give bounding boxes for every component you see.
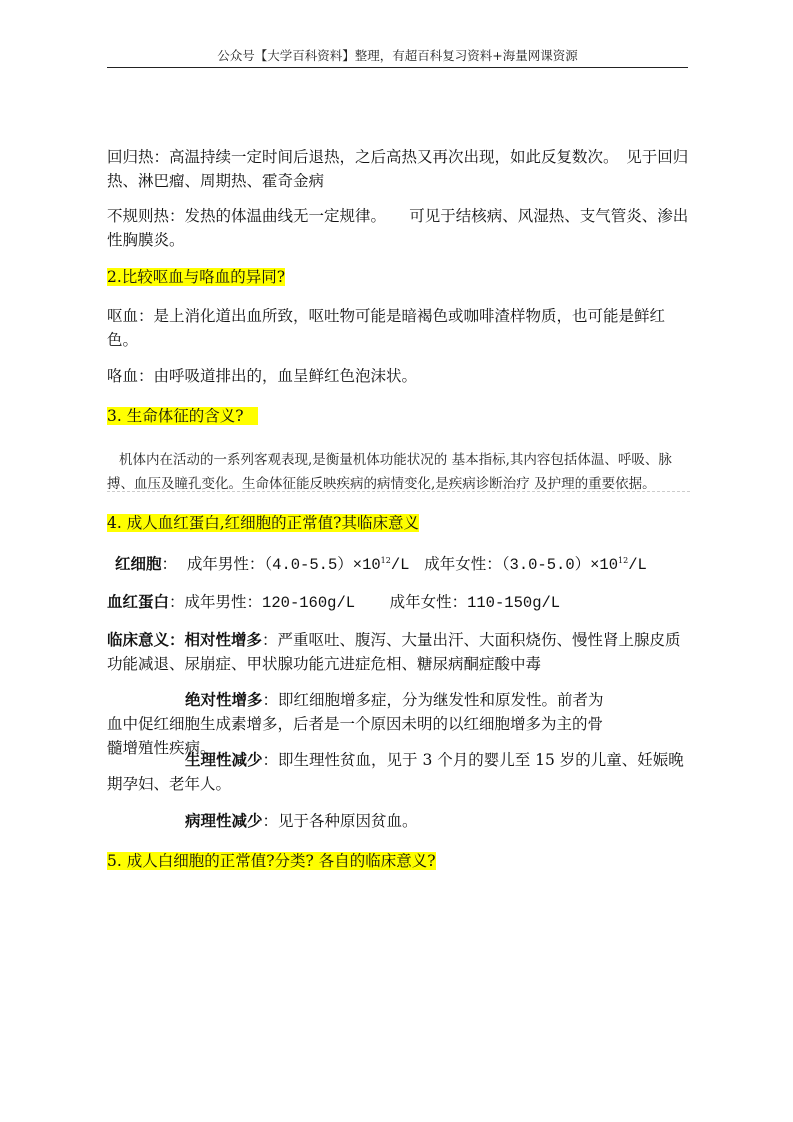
rbc-female-exp: 12 — [618, 556, 629, 565]
hb-male-value: 120-160g/L — [262, 594, 356, 612]
absolute-inc-label: 绝对性增多 — [185, 691, 263, 709]
hb-male-label: 成年男性： — [184, 593, 263, 611]
relative-inc-label: 相对性增多 — [184, 631, 263, 649]
rbc-female-label: 成年女性： — [424, 555, 502, 574]
page-header: 公众号【大学百科资料】整理，有超百科复习资料+海量网课资源 — [217, 48, 578, 63]
absolute-inc-text: ：即红细胞增多症，分为继发性和原发性。前者为血中促红细胞生成素增多，后者是一个原因未明的以红细胞增多为主的骨髓增殖性疾病。 — [107, 691, 604, 757]
q3-heading-pad — [244, 407, 259, 425]
vital-signs-paragraph: 机体内在活动的一系列客观表现,是衡量机体功能状况的 基本指标,其内容包括体温、呼吸、脉搏、血压及瞳孔变化。生命体征能反映疾病的病情变化,是疾病诊断治疗 及护理的重要依据。 — [107, 452, 672, 492]
hb-colon: ： — [169, 593, 185, 611]
q4-heading — [107, 511, 419, 535]
relative-inc-text: ：严重呕吐、腹泻、大量出汗、大面积烧伤、慢性肾上腺皮质功能减退、尿崩症、甲状腺功能亢进症危相、糖尿病酮症酸中毒 — [107, 631, 681, 673]
patho-dec-label: 病理性减少 — [185, 812, 263, 830]
rbc-line — [107, 549, 698, 577]
rbc-male-unit: /L — [390, 556, 410, 575]
patho-dec-text: ：见于各种原因贫血。 — [262, 812, 418, 830]
rbc-label: 红细胞 — [115, 555, 162, 574]
hb-female-label: 成年女性： — [389, 593, 468, 611]
irregular-fever-paragraph: 不规则热：发热的体温曲线无一定规律。 可见于结核病、风湿热、支气管炎、渗出性胸膜炎。 — [107, 207, 689, 249]
q3-heading — [107, 404, 258, 428]
patho-dec-paragraph — [107, 809, 690, 833]
hb-label: 血红蛋白 — [107, 593, 170, 611]
rbc-male-label: 成年男性： — [186, 555, 265, 574]
rbc-female-value: （3.0-5.0）×10 — [501, 556, 619, 575]
q5-heading-text: 5. 成人白细胞的正常值?分类? 各自的临床意义? — [107, 852, 436, 870]
clinical-label: 临床意义： — [107, 631, 185, 649]
header-rule — [107, 67, 688, 68]
q4-heading-text: 4. 成人血红蛋白,红细胞的正常值?其临床意义 — [107, 514, 419, 532]
q5-heading — [107, 849, 436, 873]
physio-dec-text: ：即生理性贫血，见于 3 个月的婴儿至 15 岁的儿童、妊娠晚期孕妇、老年人。 — [107, 751, 684, 793]
rbc-male-exp: 12 — [380, 556, 391, 565]
q3-heading-text: 3. 生命体征的含义? — [107, 407, 244, 425]
q2-heading-text: 2.比较呕血与咯血的异同? — [107, 268, 286, 286]
dashed-rule — [107, 491, 690, 492]
hb-female-value: 110-150g/L — [467, 594, 561, 612]
q2-heading — [107, 265, 285, 289]
rbc-colon: ： — [161, 555, 178, 574]
relapsing-fever-paragraph: 回归热：高温持续一定时间后退热，之后高热又再次出现，如此反复数次。 见于回归热、淋巴瘤、周期热、霍奇金病 — [107, 148, 689, 190]
hemoptysis-paragraph: 咯血：由呼吸道排出的，血呈鲜红色泡沫状。 — [107, 367, 418, 385]
hb-line — [107, 590, 690, 615]
hematemesis-paragraph: 呕血：是上消化道出血所致，呕吐物可能是暗褐色或咖啡渣样物质，也可能是鲜红色。 — [107, 307, 666, 349]
physio-dec-label: 生理性减少 — [185, 751, 263, 769]
rbc-male-value: （4.0-5.5）×10 — [264, 556, 381, 575]
clinical-relative-paragraph — [107, 628, 690, 676]
rbc-female-unit: /L — [628, 556, 647, 575]
physio-dec-paragraph — [107, 748, 690, 796]
